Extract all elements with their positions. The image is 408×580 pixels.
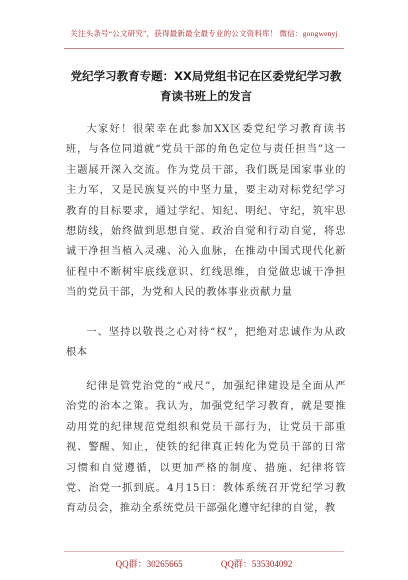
footer-divider [64, 551, 344, 552]
header-divider [64, 48, 344, 49]
header-banner: 关注头条号“公文研究”，获得最新最全最专业的公文资料库！ 微信：gongwenyj [70, 29, 338, 38]
footer [0, 557, 408, 570]
section-heading-1: 一、坚持以敬畏之心对待“权”，把绝对忠诚作为从政根本 [66, 327, 346, 359]
document-title: 党纪学习教育专题：XX局党组书记在区委党纪学习教育读书班上的发言 [70, 69, 342, 103]
paragraph-intro: 大家好！很荣幸在此参加XX区委党纪学习教育读书班，与各位同道就“党员干部的角色定位与责任担当”这一主题展开深入交流。作为党员干部，我们既是国家事业的主力军，又是民族复兴的中坚力量，要主动对标党纪学习教育的目标要求，通过学纪、知纪、明纪、守纪，筑牢思想防线，始终做到思想自觉、政治自觉和行动自觉，将忠诚干净担当植入灵魂、沁入血脉，在推动中国式现代化新征程中不断树牢底线意识、红线思维，自觉做忠诚干净担当的党员干部，为党和人民的教体事业贡献力量 [66, 124, 346, 299]
paragraph-discipline: 纪律是管党治党的“戒尺”，加强纪律建设是全面从严治党的治本之策。我认为，加强党纪学习教育，就是要推动用党的纪律规范党组织和党员干部行为，让党员干部重视、警醒、知止，使铁的纪律真正转化为党员干部的日常习惯和自觉遵循，以更加严格的制度、措施、纪律将管党、治党一抓到底。4月15日：教体系统召开党纪学习教育动员会，推动全系统党员干部强化遵守纪律的自觉，教 [66, 381, 346, 515]
footer-qq-group-2: QQ群：535304092 [220, 559, 293, 569]
footer-qq-group-1: QQ群：30265665 [115, 559, 183, 569]
